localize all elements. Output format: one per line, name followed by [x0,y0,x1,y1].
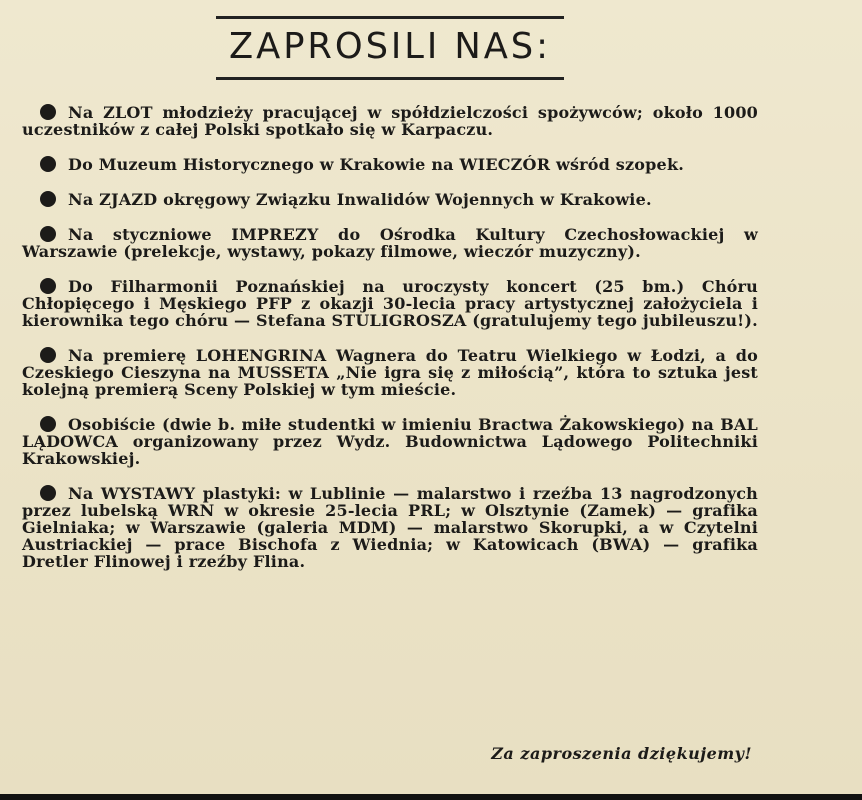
bullet-icon [40,278,56,294]
item-text: Na WYSTAWY plastyki: w Lublinie — malarstwo i rzeźba 13 nagrodzonych przez lubelską WRN w okresie 25-lecia PRL; w Olsztynie (Zamek) — grafika Gielniaka; w Warszawie (galeria MDM) — malarstwo Skorupki, a w Czytelni Austriackiej — prace Bischofa z Wiednia; w Katowicach (BWA) — grafika Dretler Flinowej i rzeźby Flina. [22,484,758,571]
list-item [22,347,758,398]
bullet-icon [40,156,56,172]
item-text: Na premierę LOHENGRINA Wagnera do Teatru Wielkiego w Łodzi, a do Czeskiego Cieszyna na MUSSETA „Nie igra się z miłością”, która to sztuka jest kolejną premierą Sceny Polskiej w tym mieście. [22,346,758,399]
bullet-icon [40,191,56,207]
bullet-icon [40,226,56,242]
list-item [22,416,758,467]
bullet-icon [40,485,56,501]
item-text: Na ZJAZD okręgowy Związku Inwalidów Wojennych w Krakowie. [68,190,652,209]
item-text: Na ZLOT młodzieży pracującej w spółdzielczości spożywców; około 1000 uczestników z całej Polski spotkało się w Karpaczu. [22,103,758,139]
bottom-rule [216,77,564,80]
list-item [22,485,758,570]
list-item [22,104,758,138]
item-text: Do Muzeum Historycznego w Krakowie na WIECZÓR wśród szopek. [68,155,684,174]
bullet-icon [40,347,56,363]
item-text: Na styczniowe IMPREZY do Ośrodka Kultury Czechosłowackiej w Warszawie (prelekcje, wystawy, pokazy filmowe, wieczór muzyczny). [22,225,758,261]
page-title: ZAPROSILI NAS: [229,26,551,67]
bullet-icon [40,104,56,120]
item-text: Do Filharmonii Poznańskiej na uroczysty koncert (25 bm.) Chóru Chłopięcego i Męskiego PFP z okazji 30-lecia pracy artystycznej założyciela i kierownika tego chóru — Stefana STULIGROSZA (gratulujemy tego jubileuszu!). [22,277,758,330]
bullet-icon [40,416,56,432]
article-body [22,104,758,588]
thanks-signoff: Za zaproszenia dziękujemy! [491,744,752,763]
list-item [22,278,758,329]
bottom-edge [0,794,862,800]
list-item [22,156,758,173]
list-item [22,191,758,208]
list-item [22,226,758,260]
item-text: Osobiście (dwie b. miłe studentki w imieniu Bractwa Żakowskiego) na BAL LĄDOWCA organizowany przez Wydz. Budownictwa Lądowego Politechniki Krakowskiej. [22,415,758,468]
title-block [216,16,564,80]
